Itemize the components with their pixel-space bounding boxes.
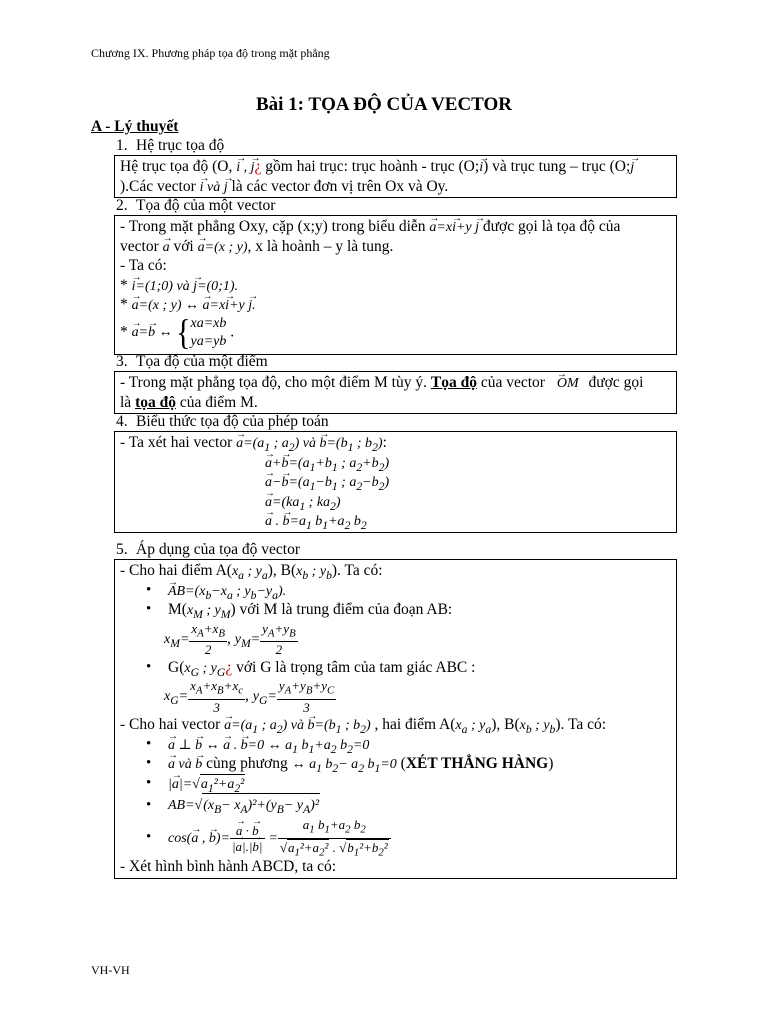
box-operation-expressions: - Ta xét hai vector → $a=(a_1$ ; $a_2$) và → $b=(b_1$ ; $b_2$): → $a+\to b=(a_1+b_1$ ; $a_2+b_2$) → $a-\to b=(a_1-b_1$ ; $a_2-b_2$) → $a=(ka_1$ ; $ka_2$) → a . → $b=a_1$ $b_1+a_2$ $b_2$ [114,431,677,533]
heading-coordinate-system: 1. Hệ trục tọa độ [116,137,225,154]
box-coordinate-system: Hệ trục tọa độ (O, → i , → j¿ gồm hai trục: trục hoành - trục (O;→ i) và trục tung – trục (O;→ j ).Các vector → i và → j là các vector đơn vị trên Ox và Oy. [114,155,677,198]
section-heading: A - Lý thuyết [91,118,179,135]
page-header: Chương IX. Phương pháp tọa độ trong mặt phẳng [91,46,330,60]
box-applications: - Cho hai điểm $A(x_a$ ; $y_a$), $B(x_b$ ; $y_b$). Ta có: • → $AB=(x_b-x_a$ ; $y_b-y_a$). • $M(x_M$ ; $y_M$) với M là trung điểm của đoạn AB: $x_M=$ $\frac{x_A+x_B}{2}$ , $y_M=$ $\frac{y_A+y_B}{2}$ • $G(x_G$ ; $y_G¿$ với G là trọng tâm của tam giác ABC : $x_G=$ $\frac{x_A+x_B+x_c}{3}$ , $y_G=$ $\frac{y_A+y_B+y_C}{3}$ - Cho hai vector → $a=(a_1$ ; $a_2$) và → $b=(b_1$ ; $b_2$) , hai điểm $A(x_a$ ; $y_a$), $B(x_b$ ; $y_b$). Ta có: • → a ⊥ → b ↔ → a . → b=0 ↔ $a_1$ $b_1+a_2$ $b_2=0$ • → a và → b cùng phương ↔ $a_1$ $b_2- a_2$ $b_1=0$ (XÉT THẲNG HÀNG) • |→ $a|=√a_1^2+a_2^2$ • $AB=√(x_B- x_A)^2+(y_B- y_A)^2$ • cos(→ a , → b)= → $\frac{a \cdot \to b}{|\to a|.|\to b|}$ = $\frac{a_1 b_1+a_2 b_2}{√a_1^2+a_2^2 . √b_1^2+b_2^2}$ - Xét hình bình hành ABCD, ta có: [114,559,677,879]
page-footer: VH-VH [91,963,130,977]
box-point-coordinates: - Trong mặt phẳng tọa độ, cho một điểm M tùy ý. Tọa độ của vector → OM được gọi là tọa độ của điểm M. [114,371,677,414]
heading-operation-expressions: 4. Biểu thức tọa độ của phép toán [116,413,329,430]
page-title: Bài 1: TỌA ĐỘ CỦA VECTOR [255,94,513,115]
heading-point-coordinates: 3. Tọa độ của một điểm [116,353,268,370]
box-vector-coordinates: - Trong mặt phẳng Oxy, cặp (x;y) trong biểu diễn → a=x→ i+y → j được gọi là tọa độ của vector → a với → a=(x ; y), x là hoành – y là tung. - Ta có: * → i=(1;0) và → j=(0;1). * → a=(x ; y) ↔ → a=x→ i+y → j. * → a=→ b ↔ {xa=xb ya=yb . [114,215,677,355]
heading-vector-coordinates: 2. Tọa độ của một vector [116,197,276,214]
heading-applications: 5. Áp dụng của tọa độ vector [116,541,300,558]
